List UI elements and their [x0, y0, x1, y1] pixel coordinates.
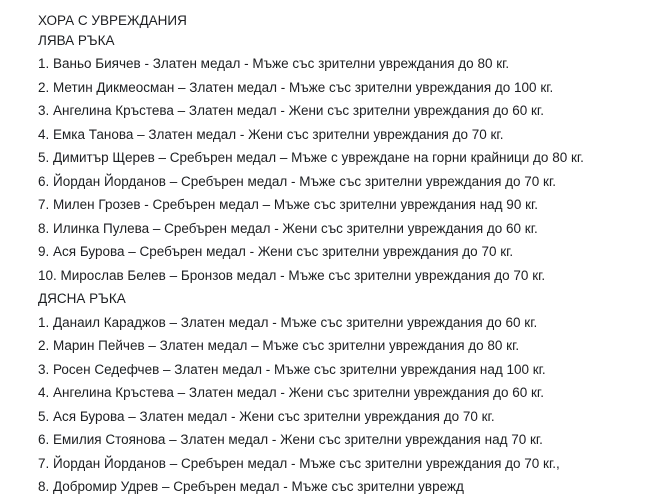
list-item: 1. Ваньо Биячев - Златен медал - Мъже със зрителни увреждания до 80 кг. [38, 56, 510, 71]
list-item: 4. Ангелина Кръстева – Златен медал - Жени със зрителни увреждания до 60 кг. [38, 385, 544, 400]
list-item: 3. Ангелина Кръстева – Златен медал - Жени със зрителни увреждания до 60 кг. [38, 103, 544, 118]
section-heading-left-hand: ЛЯВА РЪКА [38, 32, 115, 48]
list-item: 5. Ася Бурова – Златен медал - Жени със зрителни увреждания до 70 кг. [38, 408, 495, 424]
list-item: 8. Илинка Пулева – Сребърен медал - Жени със зрителни увреждания до 60 кг. [38, 220, 538, 236]
document-body [38, 9, 646, 499]
list-item: 7. Милен Грозев - Сребърен медал – Мъже със зрителни увреждания над 90 кг. [38, 197, 539, 212]
list-item: 6. Емилия Стоянова – Златен медал - Жени със зрителни увреждания над 70 кг. [38, 432, 543, 447]
page-title: ХОРА С УВРЕЖДАНИЯ [38, 13, 187, 28]
list-item: 2. Марин Пейчев – Златен медал – Мъже със зрителни увреждания до 80 кг. [38, 338, 520, 353]
list-item: 4. Емка Танова – Златен медал - Жени със зрителни увреждания до 70 кг. [38, 126, 504, 142]
list-item: 8. Добромир Удрев – Сребърен медал - Мъже със зрителни уврежд [38, 479, 464, 494]
results-list-right-hand [38, 311, 646, 499]
list-item: 7. Йордан Йорданов – Сребърен медал - Мъже със зрителни увреждания до 70 кг., [38, 455, 560, 471]
section-heading-right-hand: ДЯСНА РЪКА [38, 291, 126, 306]
list-item: 6. Йордан Йорданов – Сребърен медал - Мъже със зрителни увреждания до 70 кг. [38, 173, 556, 189]
list-item: 3. Росен Седефчев – Златен медал - Мъже със зрителни увреждания над 100 кг. [38, 361, 546, 377]
list-item: 10. Мирослав Белев – Бронзов медал - Мъже със зрителни увреждания до 70 кг. [38, 267, 546, 283]
results-list-left-hand [38, 52, 646, 287]
list-item: 5. Димитър Щерев – Сребърен медал – Мъже с увреждане на горни крайници до 80 кг. [38, 150, 584, 165]
list-item: 9. Ася Бурова – Сребърен медал - Жени със зрителни увреждания до 70 кг. [38, 244, 514, 259]
list-item: 2. Метин Дикмеосман – Златен медал - Мъже със зрителни увреждания до 100 кг. [38, 79, 554, 95]
list-item: 1. Данаил Караджов – Златен медал - Мъже със зрителни увреждания до 60 кг. [38, 314, 538, 330]
